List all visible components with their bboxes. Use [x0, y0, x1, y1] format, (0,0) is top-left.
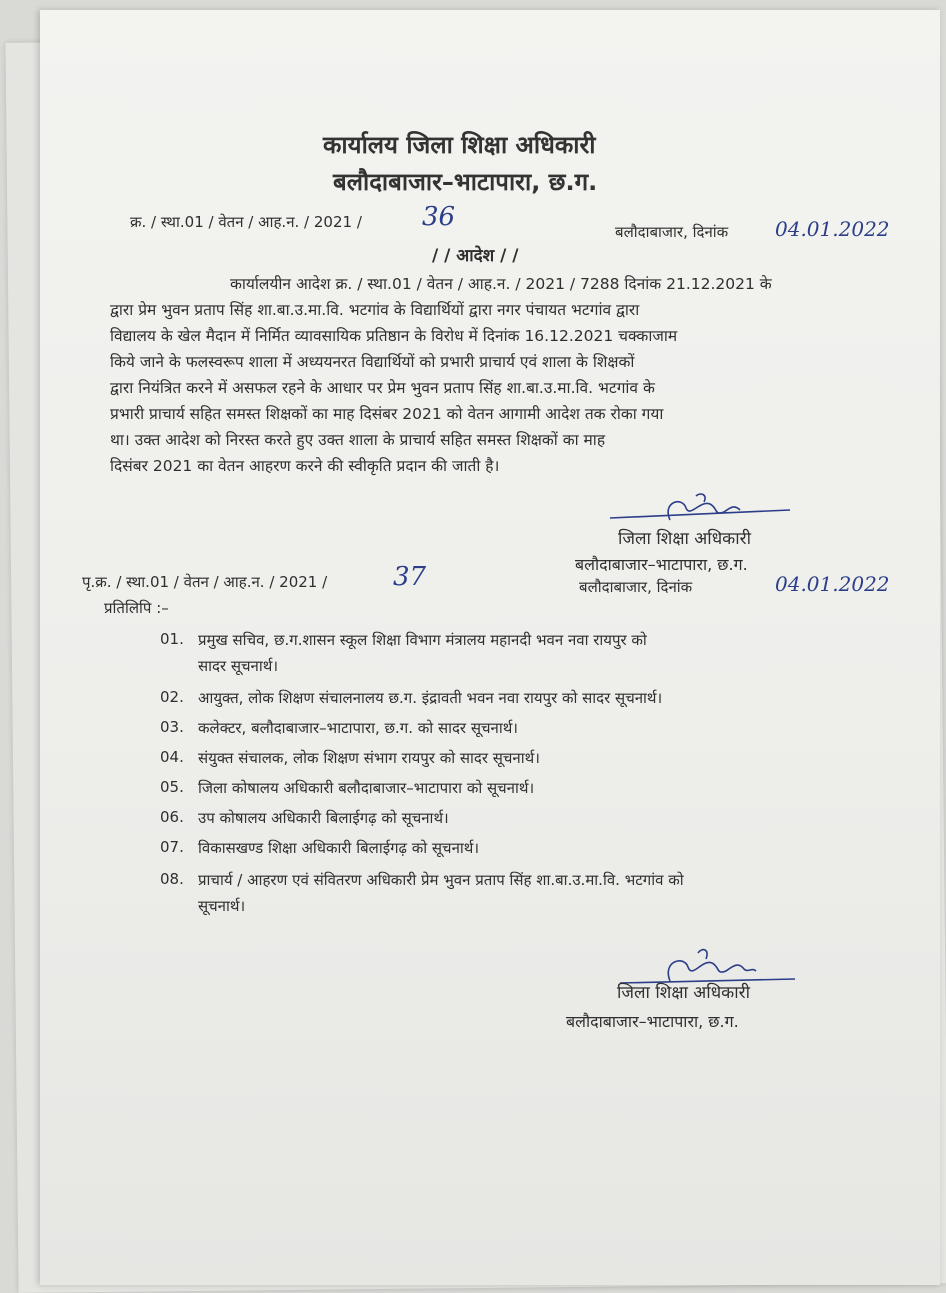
copy-item-number: 08. — [160, 870, 184, 888]
order-body-line: कार्यालयीन आदेश क्र. / स्था.01 / वेतन / आह.न. / 2021 / 7288 दिनांक 21.12.2021 के — [230, 275, 772, 293]
order-number-handwritten: 36 — [422, 202, 456, 232]
copy-label: प्रतिलिपि :– — [104, 599, 169, 617]
copy-number-handwritten: 37 — [393, 562, 427, 592]
copy-item-text: सूचनार्थ। — [198, 897, 246, 915]
copy-item-text: जिला कोषालय अधिकारी बलौदाबाजार–भाटापारा को सूचनार्थ। — [198, 779, 535, 797]
copy-item-text: संयुक्त संचालक, लोक शिक्षण संभाग रायपुर को सादर सूचनार्थ। — [198, 749, 540, 767]
order-heading: / / आदेश / / — [432, 246, 519, 266]
copy-item-number: 06. — [160, 808, 184, 826]
copy-item-number: 04. — [160, 748, 184, 766]
order-date-handwritten: 04.01.2022 — [775, 217, 890, 241]
office-title: कार्यालय जिला शिक्षा अधिकारी — [323, 131, 596, 159]
copy-item-number: 03. — [160, 718, 184, 736]
copy-item-text: विकासखण्ड शिक्षा अधिकारी बिलाईगढ़ को सूचनार्थ। — [198, 839, 480, 857]
order-body-line: दिसंबर 2021 का वेतन आहरण करने की स्वीकृति प्रदान की जाती है। — [110, 457, 500, 475]
copy-item-text: सादर सूचनार्थ। — [198, 657, 279, 675]
copy-item-text: आयुक्त, लोक शिक्षण संचालनालय छ.ग. इंद्रावती भवन नवा रायपुर को सादर सूचनार्थ। — [198, 689, 663, 707]
order-body-line: किये जाने के फलस्वरूप शाला में अध्ययनरत विद्यार्थियों को प्रभारी प्राचार्य एवं शाला के शिक्षकों — [110, 353, 635, 371]
copy-item-text: उप कोषालय अधिकारी बिलाईगढ़ को सूचनार्थ। — [198, 809, 449, 827]
copy-item-number: 02. — [160, 688, 184, 706]
copy-date-label: बलौदाबाजार, दिनांक — [579, 578, 693, 596]
order-body-line: प्रभारी प्राचार्य सहित समस्त शिक्षकों का माह दिसंबर 2021 को वेतन आगामी आदेश तक रोका गया — [110, 405, 664, 423]
copy-item-number: 01. — [160, 630, 184, 648]
copy-item-text: कलेक्टर, बलौदाबाजार–भाटापारा, छ.ग. को सादर सूचनार्थ। — [198, 719, 518, 737]
order-body-line: था। उक्त आदेश को निरस्त करते हुए उक्त शाला के प्राचार्य सहित समस्त शिक्षकों का माह — [110, 431, 606, 449]
copy-item-number: 07. — [160, 838, 184, 856]
signatory-location-1: बलौदाबाजार–भाटापारा, छ.ग. — [575, 555, 748, 574]
copy-item-text: प्राचार्य / आहरण एवं संवितरण अधिकारी प्रेम भुवन प्रताप सिंह शा.बा.उ.मा.वि. भटगांव को — [198, 871, 684, 889]
document-page — [40, 10, 940, 1285]
signatory-location-2: बलौदाबाजार–भाटापारा, छ.ग. — [566, 1012, 739, 1031]
signature-mark-1 — [600, 490, 800, 530]
order-body-line: विद्यालय के खेल मैदान में निर्मित व्यावसायिक प्रतिष्ठान के विरोध में दिनांक 16.12.2021 चक्काजाम — [110, 327, 678, 345]
order-date-label: बलौदाबाजार, दिनांक — [615, 223, 729, 241]
signatory-title-1: जिला शिक्षा अधिकारी — [618, 529, 751, 549]
copy-item-text: प्रमुख सचिव, छ.ग.शासन स्कूल शिक्षा विभाग मंत्रालय महानदी भवन नवा रायपुर को — [198, 631, 647, 649]
office-location: बलौदाबाजार–भाटापारा, छ.ग. — [333, 168, 598, 196]
order-body-line: द्वारा प्रेम भुवन प्रताप सिंह शा.बा.उ.मा.वि. भटगांव के विद्यार्थियों द्वारा नगर पंचायत भटगांव द्वारा — [110, 301, 640, 319]
copy-date-handwritten: 04.01.2022 — [775, 572, 890, 596]
signatory-title-2: जिला शिक्षा अधिकारी — [617, 983, 750, 1003]
copy-reference: पृ.क्र. / स्था.01 / वेतन / आह.न. / 2021 / — [82, 573, 328, 591]
order-body-line: द्वारा नियंत्रित करने में असफल रहने के आधार पर प्रेम भुवन प्रताप सिंह शा.बा.उ.मा.वि. भटगांव के — [110, 379, 655, 397]
order-reference: क्र. / स्था.01 / वेतन / आह.न. / 2021 / — [130, 213, 362, 231]
copy-item-number: 05. — [160, 778, 184, 796]
